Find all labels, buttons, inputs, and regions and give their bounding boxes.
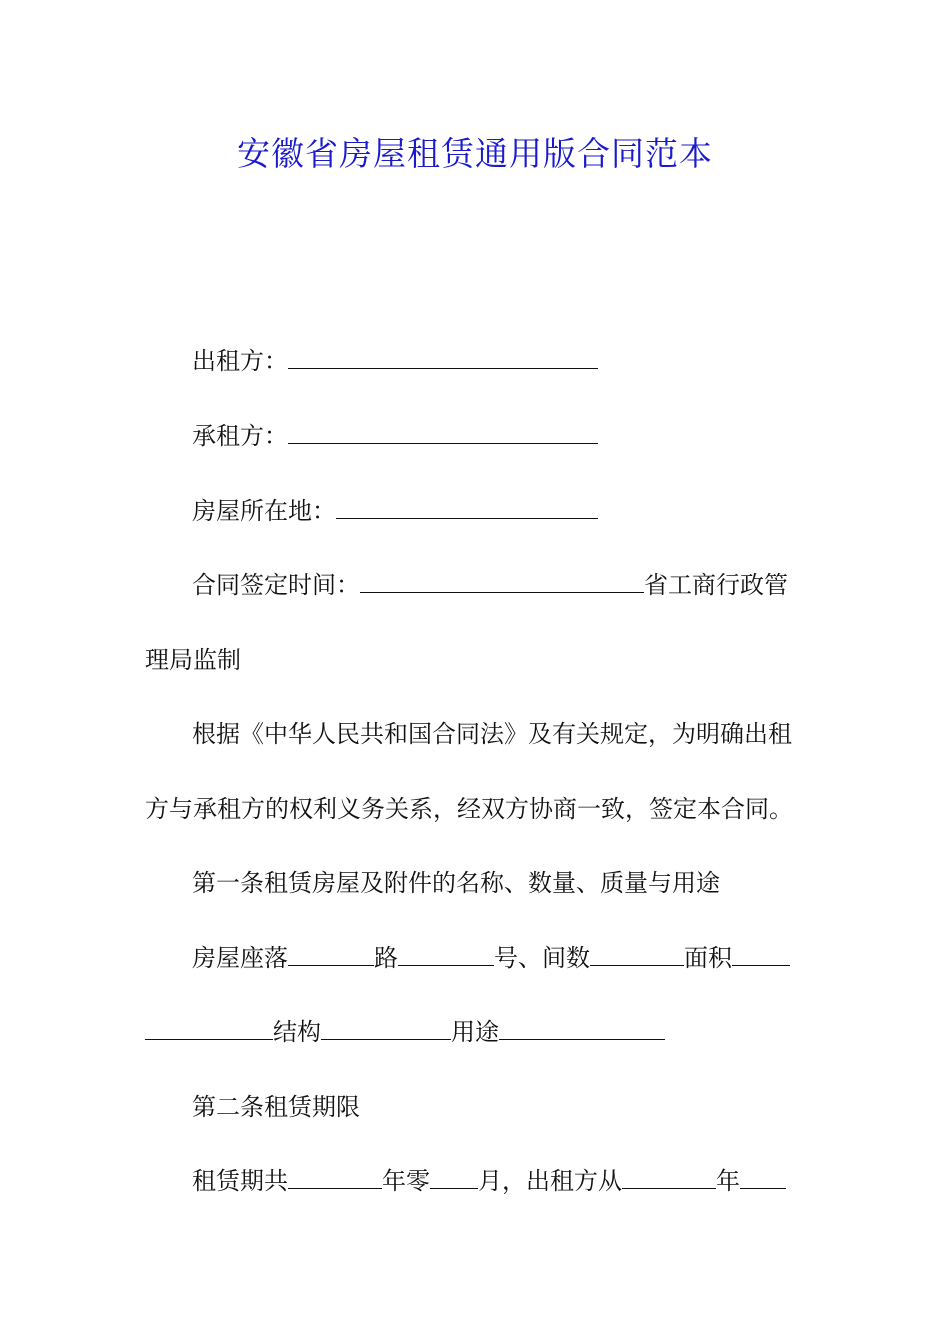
document-title: 安徽省房屋租赁通用版合同范本 [237, 134, 713, 173]
usage-blank[interactable] [499, 1017, 665, 1040]
month-lessor-from-label: 月，出租方从 [478, 1167, 622, 1195]
structure-blank[interactable] [321, 1017, 451, 1040]
article1-heading: 第一条租赁房屋及附件的名称、数量、质量与用途 [192, 869, 720, 897]
location-blank[interactable] [336, 496, 598, 519]
lessee-line [192, 421, 598, 451]
area-blank-2[interactable] [145, 1017, 273, 1040]
term-months-blank[interactable] [430, 1166, 478, 1189]
lessee-label: 承租方： [192, 422, 288, 450]
term-start-label: 租赁期共 [192, 1167, 288, 1195]
article2-term-line [192, 1166, 786, 1196]
signing-time-blank[interactable] [360, 570, 644, 593]
lessor-label: 出租方： [192, 347, 288, 375]
signing-time-line [192, 570, 788, 600]
usage-label: 用途 [451, 1018, 499, 1046]
road-blank[interactable] [398, 943, 494, 966]
lessor-blank[interactable] [288, 346, 598, 369]
road-label: 路 [374, 944, 398, 972]
article2-heading: 第二条租赁期限 [192, 1093, 360, 1121]
term-years-blank[interactable] [288, 1166, 382, 1189]
preamble-line-2: 方与承租方的权利义务关系，经双方协商一致，签定本合同。 [145, 795, 793, 823]
start-month-blank[interactable] [740, 1166, 786, 1189]
article1-structure-line [145, 1017, 665, 1047]
location-line [192, 496, 598, 526]
area-blank-1[interactable] [732, 943, 790, 966]
signing-suffix-cont: 理局监制 [145, 646, 241, 674]
start-year-blank[interactable] [622, 1166, 716, 1189]
number-rooms-label: 号、间数 [494, 944, 590, 972]
year-label: 年 [716, 1167, 740, 1195]
structure-label: 结构 [273, 1018, 321, 1046]
house-location-blank[interactable] [288, 943, 374, 966]
year-and-label: 年零 [382, 1167, 430, 1195]
signing-time-label: 合同签定时间： [192, 571, 360, 599]
location-label: 房屋所在地： [192, 497, 336, 525]
house-location-label: 房屋座落 [192, 944, 288, 972]
rooms-blank[interactable] [590, 943, 684, 966]
area-label: 面积 [684, 944, 732, 972]
lessor-line [192, 346, 598, 376]
signing-suffix: 省工商行政管 [644, 571, 788, 599]
article1-location-line [192, 943, 790, 973]
preamble-line-1: 根据《中华人民共和国合同法》及有关规定，为明确出租 [192, 720, 792, 748]
lessee-blank[interactable] [288, 421, 598, 444]
signing-suffix-cont-line [145, 645, 241, 675]
